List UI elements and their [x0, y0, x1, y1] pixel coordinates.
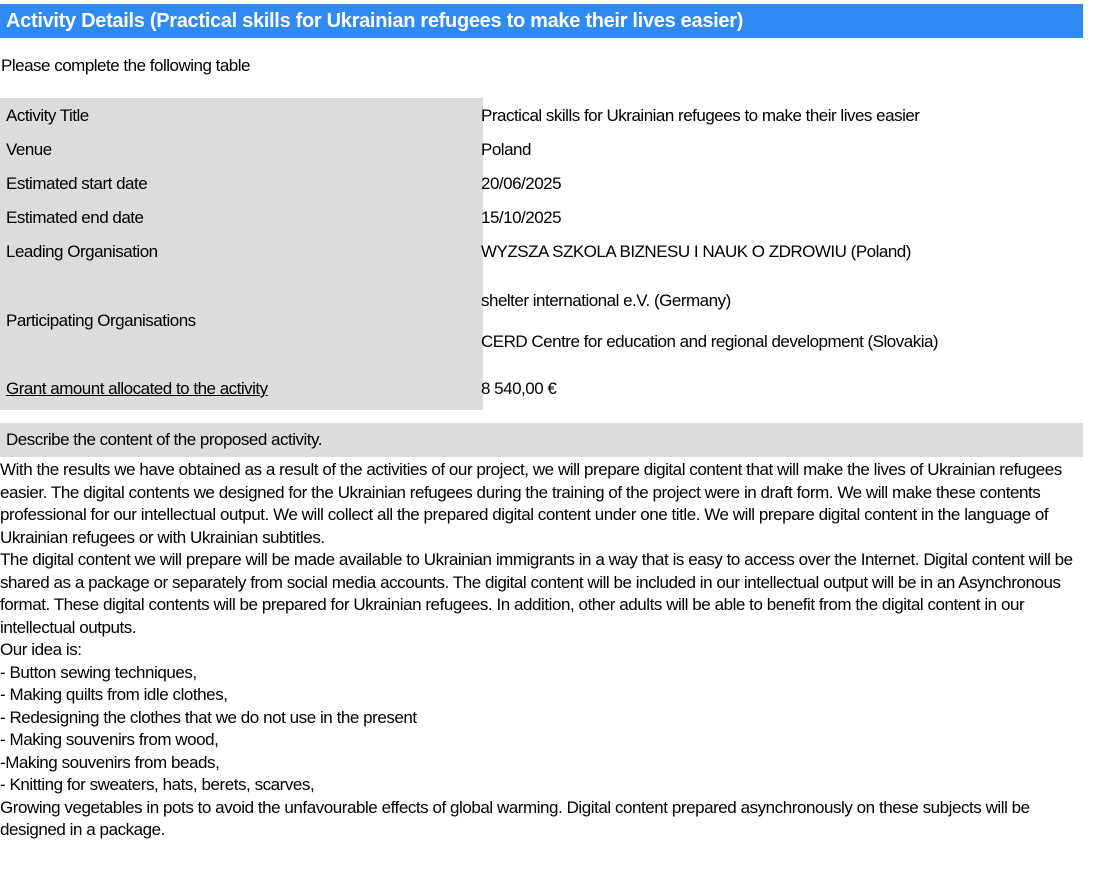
value-activity-title: Practical skills for Ukrainian refugees to make their lives easier [481, 106, 920, 125]
value-participating-organisation-2: CERD Centre for education and regional development (Slovakia) [481, 332, 939, 351]
label-grant-amount[interactable]: Grant amount allocated to the activity [6, 379, 268, 398]
label-leading-organisation: Leading Organisation [6, 242, 158, 261]
value-grant-amount: 8 540,00 € [481, 379, 557, 398]
value-leading-organisation: WYZSZA SZKOLA BIZNESU I NAUK O ZDROWIU (Poland) [481, 242, 911, 261]
value-participating-organisation-1: shelter international e.V. (Germany) [481, 291, 731, 310]
value-venue: Poland [481, 140, 531, 159]
label-activity-title: Activity Title [6, 106, 89, 125]
value-start-date: 20/06/2025 [481, 174, 562, 193]
idea-item: - Knitting for sweaters, hats, berets, scarves, [0, 775, 315, 794]
idea-item: - Redesigning the clothes that we do not use in the present [0, 707, 417, 727]
idea-intro: Our idea is: [0, 640, 82, 659]
label-start-date: Estimated start date [6, 174, 148, 193]
description-closing: Growing vegetables in pots to avoid the unfavourable effects of global warming. Digital content prepared asynchronously on these subjects will be designed in a package. [0, 797, 1030, 839]
idea-item: - Making quilts from idle clothes, [0, 685, 228, 704]
label-participating-organisations: Participating Organisations [6, 311, 196, 330]
description-body [0, 459, 1085, 842]
instruction-text: Please complete the following table [1, 56, 250, 75]
value-end-date: 15/10/2025 [481, 208, 562, 227]
description-label: Describe the content of the proposed activity. [6, 430, 322, 449]
idea-item: - Button sewing techniques, [0, 662, 197, 682]
idea-item: - Making souvenirs from wood, [0, 730, 219, 749]
idea-item: -Making souvenirs from beads, [0, 752, 220, 772]
description-paragraph-1: With the results we have obtained as a result of the activities of our project, we will prepare digital content that will make the lives of Ukrainian refugees easier. The digital contents we designed for the Ukrainian refugees during the training of the project were in draft form. We will make these contents professional for our intellectual output. We will collect all the prepared digital content under one title. We will prepare digital content in the language of Ukrainian refugees or with Ukrainian subtitles. [0, 460, 1062, 547]
label-end-date: Estimated end date [6, 208, 144, 227]
description-paragraph-2: The digital content we will prepare will be made available to Ukrainian immigrants in a way that is easy to access over the Internet. Digital content will be shared as a package or separately from social media accounts. The digital content will be included in our intellectual output will be in an Asynchronous format. These digital contents will be prepared for Ukrainian refugees. In addition, other adults will be able to benefit from the digital content in our intellectual outputs. [0, 550, 1073, 637]
label-venue: Venue [6, 140, 52, 159]
section-header: Activity Details (Practical skills for Ukrainian refugees to make their lives easier) [0, 4, 1083, 38]
